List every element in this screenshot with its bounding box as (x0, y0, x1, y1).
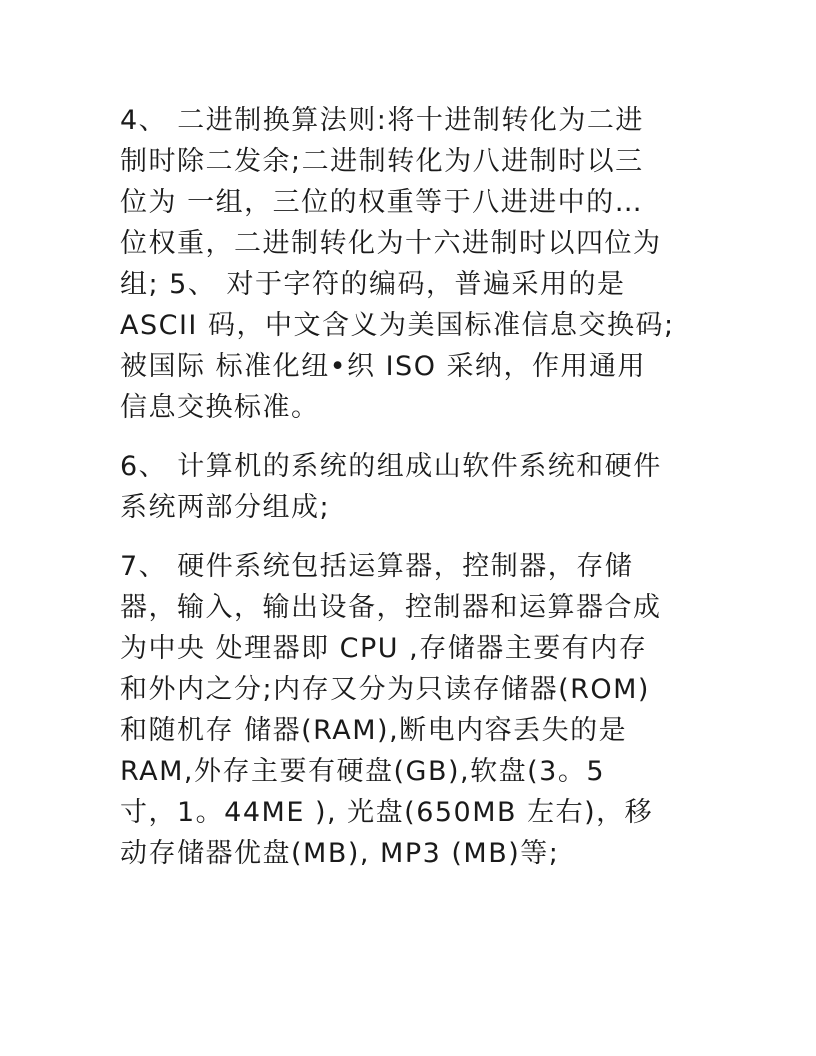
text-line: 动存储器优盘(MB), MP3 (MB)等; (120, 838, 560, 869)
text-line: 寸，1。44ME ), 光盘(650MB 左右)，移 (120, 797, 654, 828)
paragraph-item-6 (120, 446, 720, 528)
text-line: RAM,外存主要有硬盘(GB),软盘(3。5 (120, 756, 605, 787)
text-line: ASCII 码，中文含义为美国标准信息交换码; (120, 310, 675, 341)
text-line: 制时除二发余;二进制转化为八进制时以三 (120, 146, 644, 177)
text-line: 组; 5、 对于字符的编码，普遍采用的是 (120, 269, 626, 300)
text-line: 系统两部分组成; (120, 492, 331, 523)
text-line: 位为 一组，三位的权重等于八进进中的… (120, 187, 644, 218)
text-line: 器，输入，输出设备，控制器和运算器合成 (120, 592, 662, 623)
text-line: 7、 硬件系统包括运算器，控制器，存储 (120, 551, 634, 582)
paragraph-item-7 (120, 546, 720, 874)
text-line: 被国际 标准化纽•织 ISO 采纳，作用通用 (120, 351, 647, 382)
text-line: 6、 计算机的系统的组成山软件系统和硬件 (120, 451, 662, 482)
document-body (120, 100, 720, 892)
text-line: 4、 二进制换算法则:将十进制转化为二进 (120, 105, 644, 136)
text-line: 信息交换标准。 (120, 392, 320, 423)
paragraph-item-4 (120, 100, 720, 428)
text-line: 为中央 处理器即 CPU ,存储器主要有内存 (120, 633, 648, 664)
text-line: 和随机存 储器(RAM),断电内容丢失的是 (120, 715, 628, 746)
text-line: 和外内之分;内存又分为只读存储器(ROM) (120, 674, 650, 705)
text-line: 位权重，二进制转化为十六进制时以四位为 (120, 228, 662, 259)
